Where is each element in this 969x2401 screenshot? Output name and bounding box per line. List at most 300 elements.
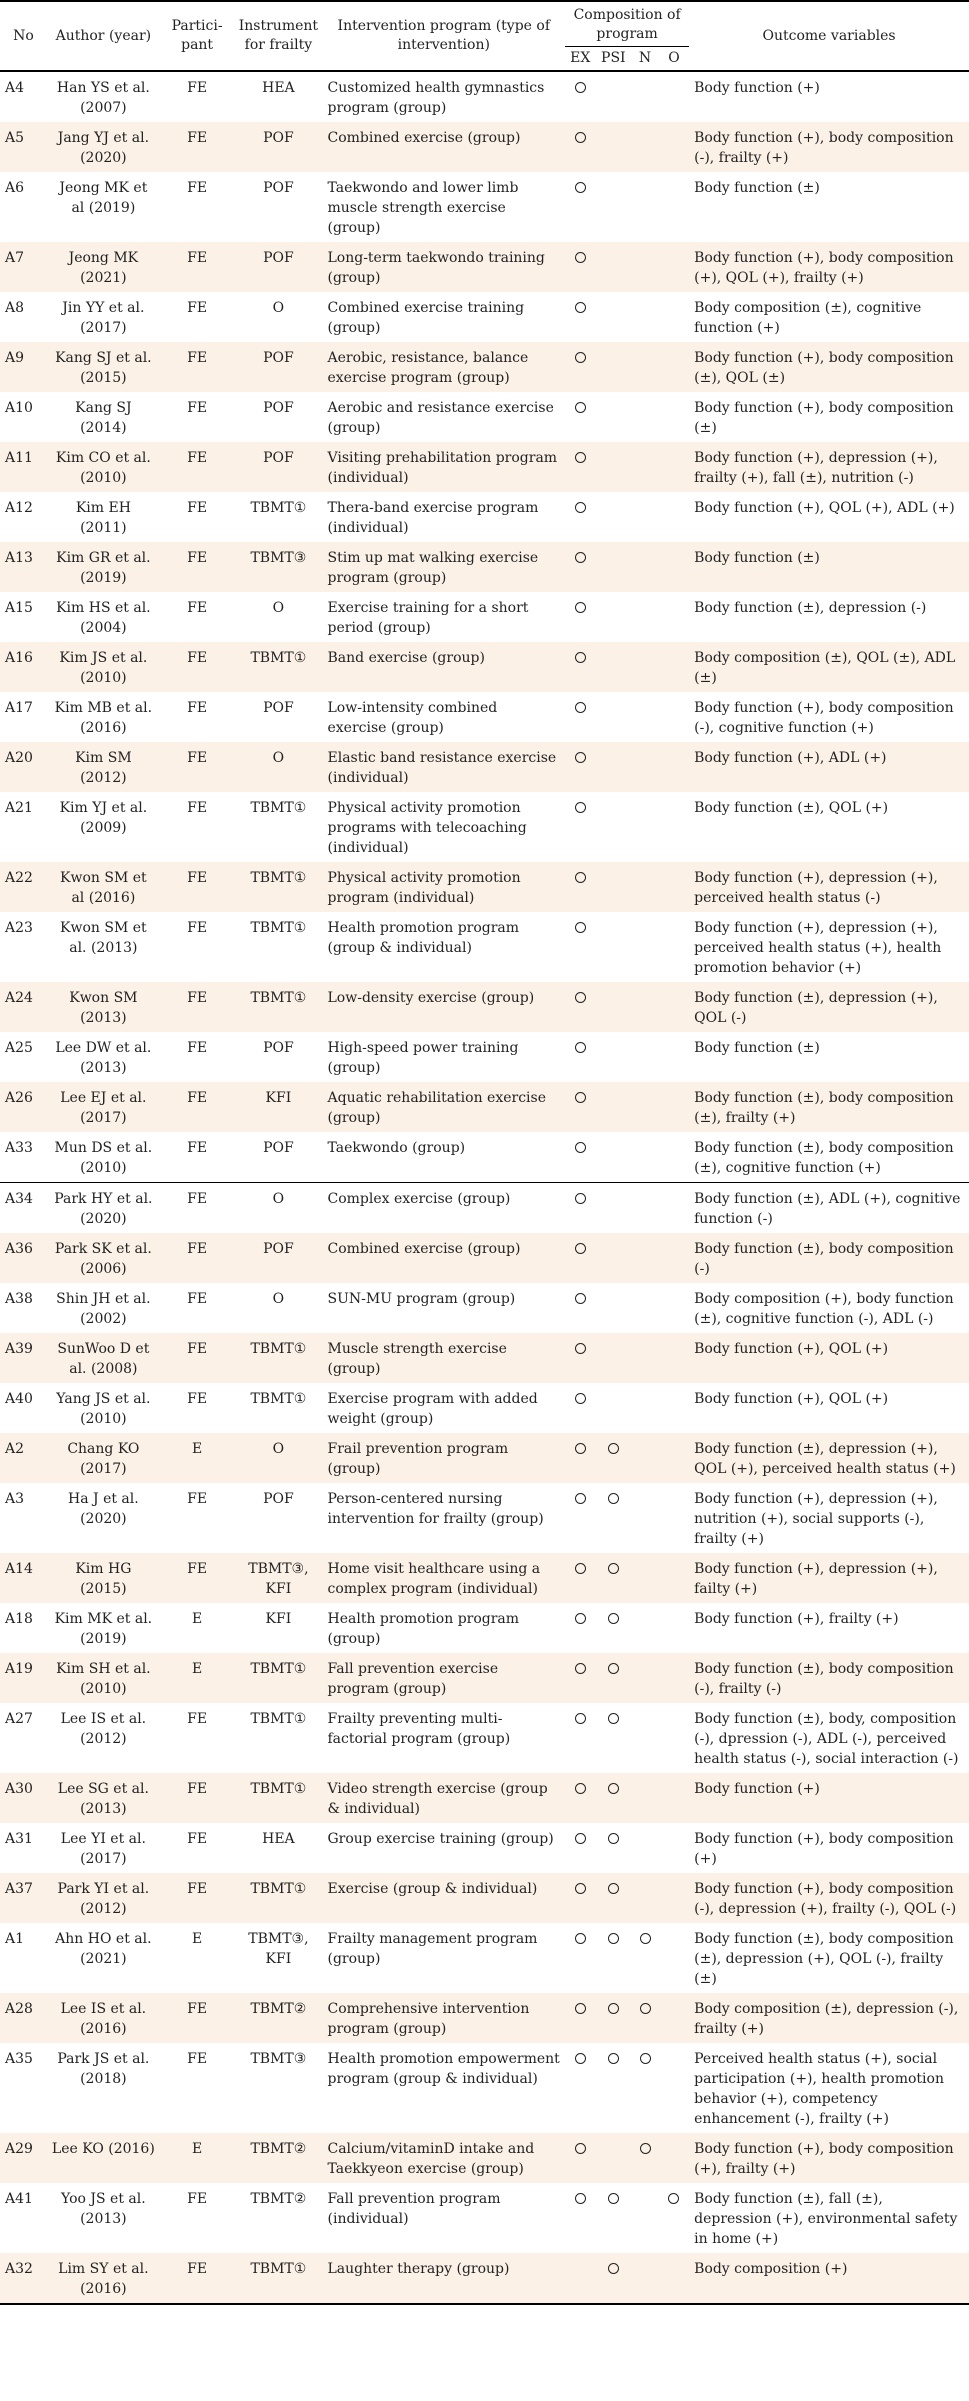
header-program: Intervention program (type of intervention) (323, 1, 566, 71)
table-row (0, 692, 969, 742)
cell-outcome: Body function (±), depression (-) (694, 600, 927, 616)
table-body (0, 71, 969, 2304)
mark-n (631, 742, 659, 792)
cell-outcome: Body function (±), fall (±), depression (+), environmental safety in home (+) (694, 2191, 958, 2247)
cell-program: Low-density exercise (group) (323, 982, 566, 1032)
circle-mark-icon (575, 502, 586, 513)
cell-instrument: TBMT③, KFI (234, 1553, 322, 1603)
circle-mark-icon (575, 802, 586, 813)
cell-author: Lee DW et al. (2013) (55, 1040, 152, 1076)
cell-participant: FE (187, 1191, 208, 1207)
table-row (0, 1653, 969, 1703)
table-row (0, 1993, 969, 2043)
cell-instrument: TBMT① (234, 862, 322, 912)
circle-mark-icon (668, 2193, 679, 2204)
mark-n (631, 1823, 659, 1873)
cell-participant: E (160, 1653, 234, 1703)
cell-no: A15 (5, 600, 33, 616)
cell-outcome: Body function (+), body composition (±), QOL (±) (689, 342, 969, 392)
cell-no: A27 (5, 1711, 33, 1727)
cell-author: Mun DS et al. (2010) (47, 1132, 160, 1183)
cell-participant: FE (187, 1711, 208, 1727)
cell-no: A13 (0, 542, 47, 592)
cell-instrument: POF (234, 342, 322, 392)
table-row (0, 292, 969, 342)
mark-o (659, 1703, 689, 1773)
cell-participant: FE (187, 1491, 208, 1507)
table-row (0, 1823, 969, 1873)
cell-no: A19 (0, 1653, 47, 1703)
cell-author: Kim HS et al. (2004) (56, 600, 151, 636)
circle-mark-icon (575, 302, 586, 313)
cell-participant: FE (187, 800, 208, 816)
cell-participant: FE (160, 1773, 234, 1823)
mark-o (659, 1383, 689, 1433)
cell-author: Lee YI et al. (2017) (60, 1831, 146, 1867)
cell-author: Shin JH et al. (2002) (56, 1291, 151, 1327)
cell-instrument: TBMT① (250, 500, 307, 516)
cell-outcome: Body function (±), body composition (-) (689, 1233, 969, 1283)
circle-mark-icon (575, 1663, 586, 1674)
cell-no: A34 (5, 1191, 33, 1207)
cell-program: High-speed power training (group) (327, 1040, 519, 1076)
mark-o (659, 442, 689, 492)
mark-n (631, 912, 659, 982)
mark-o (659, 1773, 689, 1823)
mark-psi (595, 392, 631, 442)
mark-n (631, 2043, 659, 2133)
mark-n (631, 862, 659, 912)
mark-psi (595, 1283, 631, 1333)
cell-instrument: TBMT① (234, 642, 322, 692)
cell-instrument: POF (263, 700, 294, 716)
circle-mark-icon (575, 182, 586, 193)
table-row (0, 1333, 969, 1383)
mark-ex (565, 982, 595, 1032)
cell-outcome: Body function (+), body composition (-), cognitive function (+) (694, 700, 954, 736)
table-row (0, 1383, 969, 1433)
mark-o (659, 1553, 689, 1603)
mark-o (659, 982, 689, 1032)
cell-author: Jeong MK (2021) (47, 242, 160, 292)
mark-psi (595, 1082, 631, 1132)
mark-ex (565, 2253, 595, 2304)
cell-participant: FE (160, 742, 234, 792)
cell-outcome: Body function (+), body composition (-), frailty (+) (689, 122, 969, 172)
cell-program: Complex exercise (group) (327, 1191, 511, 1207)
circle-mark-icon (608, 1663, 619, 1674)
cell-instrument: TBMT② (250, 2191, 307, 2207)
cell-program: Health promotion empowerment program (group & individual) (327, 2051, 560, 2087)
table-row (0, 792, 969, 862)
cell-participant: FE (160, 342, 234, 392)
cell-author: Chang KO (2017) (47, 1433, 160, 1483)
cell-instrument: POF (234, 1132, 322, 1183)
mark-ex (565, 1032, 595, 1082)
cell-program: Muscle strength exercise (group) (323, 1333, 566, 1383)
cell-author: Yoo JS et al. (2013) (61, 2191, 146, 2227)
circle-mark-icon (640, 1933, 651, 1944)
mark-n (631, 1653, 659, 1703)
circle-mark-icon (575, 82, 586, 93)
circle-mark-icon (575, 1042, 586, 1053)
mark-o (659, 292, 689, 342)
mark-n (631, 1233, 659, 1283)
cell-no: A36 (0, 1233, 47, 1283)
circle-mark-icon (575, 752, 586, 763)
circle-mark-icon (640, 2143, 651, 2154)
table-row (0, 2253, 969, 2304)
mark-psi (595, 1333, 631, 1383)
cell-program: Video strength exercise (group & individual) (323, 1773, 566, 1823)
mark-n (631, 2253, 659, 2304)
cell-author: Kim SH et al. (2010) (47, 1653, 160, 1703)
cell-instrument: TBMT① (234, 1333, 322, 1383)
cell-instrument: POF (263, 400, 294, 416)
cell-instrument: O (234, 742, 322, 792)
cell-no: A11 (0, 442, 47, 492)
table-row (0, 1923, 969, 1993)
cell-program: Exercise training for a short period (group) (327, 600, 529, 636)
mark-n (631, 982, 659, 1032)
mark-o (659, 1993, 689, 2043)
circle-mark-icon (575, 552, 586, 563)
mark-ex (565, 242, 595, 292)
cell-no: A24 (0, 982, 47, 1032)
cell-author: Ahn HO et al. (2021) (55, 1931, 152, 1967)
mark-psi (595, 242, 631, 292)
table-row (0, 982, 969, 1032)
mark-n (631, 542, 659, 592)
table-row (0, 71, 969, 122)
mark-o (659, 592, 689, 642)
cell-outcome: Body composition (±), cognitive function (+) (694, 300, 922, 336)
mark-psi (595, 1923, 631, 1993)
mark-o (659, 1233, 689, 1283)
cell-outcome: Body function (+), body composition (-), depression (+), frailty (-), QOL (-) (689, 1873, 969, 1923)
cell-outcome: Body function (+) (689, 1773, 969, 1823)
table-row (0, 172, 969, 242)
cell-outcome: Body function (+), QOL (+) (689, 1333, 969, 1383)
cell-instrument: HEA (262, 80, 295, 96)
cell-author: Kim HG (2015) (47, 1553, 160, 1603)
mark-psi (595, 1032, 631, 1082)
table-row (0, 2133, 969, 2183)
mark-o (659, 242, 689, 292)
table-header (0, 1, 969, 71)
cell-instrument: TBMT① (250, 1711, 307, 1727)
circle-mark-icon (575, 1563, 586, 1574)
cell-instrument: TBMT① (250, 920, 307, 936)
table-row (0, 2183, 969, 2253)
mark-psi (595, 2133, 631, 2183)
mark-n (631, 342, 659, 392)
cell-participant: FE (160, 1993, 234, 2043)
cell-program: Low-intensity combined exercise (group) (327, 700, 498, 736)
mark-psi (595, 1483, 631, 1553)
table-row (0, 542, 969, 592)
circle-mark-icon (608, 2003, 619, 2014)
mark-psi (595, 1132, 631, 1183)
cell-instrument: TBMT② (234, 2133, 322, 2183)
cell-no: A18 (5, 1611, 33, 1627)
cell-program: Frail prevention program (group) (323, 1433, 566, 1483)
mark-n (631, 592, 659, 642)
circle-mark-icon (575, 652, 586, 663)
mark-psi (595, 492, 631, 542)
mark-ex (565, 912, 595, 982)
cell-outcome: Body composition (±), QOL (±), ADL (±) (689, 642, 969, 692)
circle-mark-icon (575, 1833, 586, 1844)
mark-n (631, 242, 659, 292)
cell-outcome: Body composition (±), depression (-), frailty (+) (689, 1993, 969, 2043)
cell-instrument: O (272, 1291, 285, 1307)
mark-ex (565, 862, 595, 912)
circle-mark-icon (575, 402, 586, 413)
mark-psi (595, 742, 631, 792)
mark-n (631, 1183, 659, 1234)
mark-ex (565, 122, 595, 172)
header-outcome: Outcome variables (689, 1, 969, 71)
table-row (0, 342, 969, 392)
cell-outcome: Body function (±) (694, 1040, 820, 1056)
mark-psi (595, 1183, 631, 1234)
cell-instrument: TBMT③ (250, 2051, 307, 2067)
table-row (0, 1433, 969, 1483)
mark-psi (595, 912, 631, 982)
table-row (0, 912, 969, 982)
cell-program: Elastic band resistance exercise (individual) (323, 742, 566, 792)
cell-outcome: Body function (+), frailty (+) (694, 1611, 899, 1627)
cell-participant: FE (187, 180, 208, 196)
cell-instrument: POF (234, 1233, 322, 1283)
mark-o (659, 1032, 689, 1082)
cell-program: Frailty preventing multi-factorial program (group) (327, 1711, 511, 1747)
cell-program: Thera-band exercise program (individual) (327, 500, 539, 536)
cell-outcome: Body function (±), QOL (+) (694, 800, 889, 816)
circle-mark-icon (575, 1243, 586, 1254)
cell-no: A30 (0, 1773, 47, 1823)
table-row (0, 1483, 969, 1553)
mark-o (659, 912, 689, 982)
mark-ex (565, 442, 595, 492)
mark-ex (565, 492, 595, 542)
mark-n (631, 1433, 659, 1483)
cell-instrument: KFI (265, 1611, 292, 1627)
mark-n (631, 1383, 659, 1433)
cell-author: Kim SM (2012) (47, 742, 160, 792)
cell-no: A21 (5, 800, 33, 816)
circle-mark-icon (575, 1393, 586, 1404)
mark-ex (565, 2043, 595, 2133)
cell-no: A37 (0, 1873, 47, 1923)
header-sub-n: N (631, 47, 659, 72)
mark-psi (595, 642, 631, 692)
circle-mark-icon (575, 702, 586, 713)
mark-n (631, 1703, 659, 1773)
mark-ex (565, 172, 595, 242)
mark-o (659, 2183, 689, 2253)
mark-psi (595, 792, 631, 862)
table-row (0, 1082, 969, 1132)
cell-no: A7 (0, 242, 47, 292)
cell-program: Exercise program with added weight (group) (327, 1391, 538, 1427)
cell-participant: FE (160, 1873, 234, 1923)
cell-program: Long-term taekwondo training (group) (323, 242, 566, 292)
cell-program: Customized health gymnastics program (group) (327, 80, 545, 116)
header-instrument: Instrument for frailty (234, 1, 322, 71)
cell-participant: FE (160, 862, 234, 912)
cell-no: A8 (5, 300, 25, 316)
cell-author: Park JS et al. (2018) (57, 2051, 150, 2087)
mark-psi (595, 1653, 631, 1703)
cell-no: A35 (5, 2051, 33, 2067)
cell-no: A9 (0, 342, 47, 392)
cell-participant: E (160, 1433, 234, 1483)
cell-program: Aerobic and resistance exercise (group) (327, 400, 554, 436)
circle-mark-icon (608, 1613, 619, 1624)
mark-n (631, 392, 659, 442)
mark-psi (595, 172, 631, 242)
cell-outcome: Body function (±), body composition (±), frailty (+) (689, 1082, 969, 1132)
mark-ex (565, 642, 595, 692)
mark-ex (565, 1603, 595, 1653)
cell-author: Kim MB et al. (2016) (54, 700, 153, 736)
circle-mark-icon (575, 352, 586, 363)
cell-outcome: Body function (±), ADL (+), cognitive function (-) (694, 1191, 961, 1227)
mark-ex (565, 1823, 595, 1873)
mark-o (659, 692, 689, 742)
cell-outcome: Body function (+), depression (+), nutrition (+), social supports (-), frailty (+) (694, 1491, 938, 1547)
cell-program: Taekwondo and lower limb muscle strength exercise (group) (327, 180, 519, 236)
circle-mark-icon (575, 2053, 586, 2064)
cell-outcome: Body function (+), ADL (+) (689, 742, 969, 792)
header-sub-o: O (659, 47, 689, 72)
mark-ex (565, 1132, 595, 1183)
cell-participant: FE (187, 1831, 208, 1847)
mark-n (631, 492, 659, 542)
cell-program: Health promotion program (group & individual) (327, 920, 520, 956)
circle-mark-icon (575, 1293, 586, 1304)
cell-instrument: HEA (262, 1831, 295, 1847)
cell-program: Group exercise training (group) (327, 1831, 554, 1847)
cell-program: Laughter therapy (group) (323, 2253, 566, 2304)
cell-program: SUN-MU program (group) (327, 1291, 516, 1307)
mark-o (659, 542, 689, 592)
cell-participant: FE (187, 1040, 208, 1056)
mark-psi (595, 1993, 631, 2043)
table-row (0, 642, 969, 692)
cell-participant: FE (160, 982, 234, 1032)
table-row (0, 1873, 969, 1923)
cell-no: A22 (0, 862, 47, 912)
mark-psi (595, 862, 631, 912)
mark-psi (595, 122, 631, 172)
cell-program: Visiting prehabilitation program (individual) (323, 442, 566, 492)
mark-o (659, 2043, 689, 2133)
mark-n (631, 1923, 659, 1993)
mark-o (659, 1923, 689, 1993)
mark-n (631, 292, 659, 342)
circle-mark-icon (575, 2143, 586, 2154)
cell-author: Jin YY et al. (2017) (62, 300, 145, 336)
header-sub-ex: EX (565, 47, 595, 72)
cell-instrument: POF (263, 1040, 294, 1056)
mark-ex (565, 71, 595, 122)
mark-n (631, 1603, 659, 1653)
cell-author: Jang YJ et al. (2020) (47, 122, 160, 172)
cell-participant: FE (187, 400, 208, 416)
cell-program: Physical activity promotion program (individual) (323, 862, 566, 912)
cell-no: A33 (0, 1132, 47, 1183)
mark-ex (565, 1283, 595, 1333)
mark-psi (595, 1773, 631, 1823)
mark-ex (565, 342, 595, 392)
cell-outcome: Body function (±), body, composition (-), dpression (-), ADL (-), perceived health status (-), social interaction (-) (694, 1711, 959, 1767)
header-author: Author (year) (47, 1, 160, 71)
circle-mark-icon (575, 132, 586, 143)
mark-psi (595, 2253, 631, 2304)
cell-participant: FE (160, 122, 234, 172)
circle-mark-icon (575, 2003, 586, 2014)
cell-outcome: Body function (+), QOL (+), ADL (+) (694, 500, 955, 516)
mark-ex (565, 1333, 595, 1383)
cell-author: Kang SJ (2014) (75, 400, 132, 436)
circle-mark-icon (608, 1443, 619, 1454)
mark-ex (565, 1993, 595, 2043)
cell-instrument: TBMT① (234, 2253, 322, 2304)
cell-participant: FE (160, 642, 234, 692)
cell-participant: FE (160, 1132, 234, 1183)
cell-author: Ha J et al. (2020) (68, 1491, 139, 1527)
mark-psi (595, 982, 631, 1032)
mark-n (631, 642, 659, 692)
table-row (0, 1233, 969, 1283)
cell-instrument: TBMT① (234, 982, 322, 1032)
table-row (0, 392, 969, 442)
circle-mark-icon (575, 1142, 586, 1153)
mark-ex (565, 1433, 595, 1483)
cell-instrument: KFI (234, 1082, 322, 1132)
table-row (0, 122, 969, 172)
cell-outcome: Body function (+) (694, 80, 820, 96)
cell-outcome: Body function (±), depression (+), QOL (+), perceived health status (+) (689, 1433, 969, 1483)
cell-outcome: Body function (+), body composition (+), QOL (+), frailty (+) (689, 242, 969, 292)
mark-psi (595, 692, 631, 742)
cell-author: Lee SG et al. (2013) (47, 1773, 160, 1823)
circle-mark-icon (608, 1933, 619, 1944)
table-row (0, 1183, 969, 1234)
cell-program: Stim up mat walking exercise program (group) (323, 542, 566, 592)
mark-o (659, 742, 689, 792)
cell-instrument: TBMT① (234, 1653, 322, 1703)
mark-n (631, 1993, 659, 2043)
mark-ex (565, 592, 595, 642)
mark-ex (565, 1553, 595, 1603)
cell-no: A12 (5, 500, 33, 516)
mark-ex (565, 792, 595, 862)
cell-outcome: Body function (±), depression (+), QOL (-) (689, 982, 969, 1032)
cell-author: Kwon SM et al. (2013) (60, 920, 147, 956)
mark-n (631, 1773, 659, 1823)
mark-n (631, 1283, 659, 1333)
cell-outcome: Body function (±), body composition (±), depression (+), QOL (-), frailty (±) (694, 1931, 954, 1987)
cell-author: Kim EH (2011) (75, 500, 131, 536)
mark-o (659, 1873, 689, 1923)
mark-o (659, 1653, 689, 1703)
cell-participant: FE (187, 1391, 208, 1407)
cell-no: A31 (5, 1831, 33, 1847)
